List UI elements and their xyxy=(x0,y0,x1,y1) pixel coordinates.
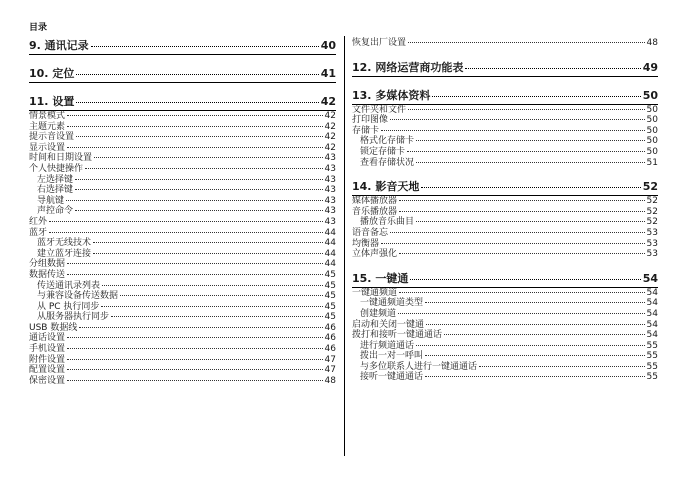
toc-entry[interactable] xyxy=(29,164,336,175)
toc-page-number: 42 xyxy=(324,142,336,153)
toc-entry[interactable] xyxy=(352,196,658,207)
dot-leader xyxy=(67,348,323,349)
dot-leader xyxy=(444,334,645,335)
toc-entry-label: 存储卡 xyxy=(352,125,380,136)
toc-entry[interactable] xyxy=(352,158,658,169)
toc-page-number: 44 xyxy=(324,227,336,238)
toc-page-number: 44 xyxy=(324,248,336,259)
toc-page-number: 41 xyxy=(320,67,336,80)
toc-page-number: 43 xyxy=(324,153,336,164)
dot-leader xyxy=(399,211,645,212)
dot-leader xyxy=(416,221,645,222)
dot-leader xyxy=(67,369,323,370)
toc-entry-label: 提示音设置 xyxy=(29,132,75,143)
dot-leader xyxy=(75,189,323,190)
toc-page-number: 48 xyxy=(646,38,658,48)
toc-entry-label: 时间和日期设置 xyxy=(29,153,93,164)
dot-leader xyxy=(425,302,645,303)
toc-entry-label: 从 PC 执行同步 xyxy=(37,301,100,312)
toc-entry-label: 拨打和接听一键通通话 xyxy=(352,330,443,341)
toc-entry[interactable] xyxy=(352,147,658,158)
toc-right-column xyxy=(352,38,658,383)
toc-page-number: 54 xyxy=(646,298,658,309)
toc-chapter-entry[interactable] xyxy=(29,94,336,111)
dot-leader xyxy=(76,136,323,137)
toc-entry[interactable] xyxy=(29,281,336,292)
toc-page-number: 45 xyxy=(324,301,336,312)
section-gap xyxy=(352,49,658,60)
toc-entry-label: 与兼容设备传送数据 xyxy=(37,291,119,302)
toc-entry[interactable] xyxy=(29,185,336,196)
dot-leader xyxy=(432,96,640,97)
toc-entry[interactable] xyxy=(29,249,336,260)
toc-page-number: 47 xyxy=(324,354,336,365)
section-gap xyxy=(352,168,658,179)
toc-entry-label: 均衡器 xyxy=(352,238,380,249)
toc-entry-label: 手机设置 xyxy=(29,344,66,355)
toc-entry-label: 导航键 xyxy=(37,195,65,206)
toc-entry[interactable] xyxy=(29,217,336,228)
toc-entry-label: 蓝牙无线技术 xyxy=(37,238,92,249)
dot-leader xyxy=(416,140,645,141)
toc-entry-label: 文件夹和文件 xyxy=(352,104,407,115)
toc-page-number: 54 xyxy=(646,330,658,341)
dot-leader xyxy=(425,355,645,356)
dot-leader xyxy=(93,242,323,243)
toc-page-number: 42 xyxy=(320,95,336,108)
toc-entry[interactable] xyxy=(352,288,658,299)
toc-entry[interactable] xyxy=(29,312,336,323)
toc-page-number: 54 xyxy=(646,308,658,319)
toc-entry-label: USB 数据线 xyxy=(29,322,78,333)
dot-leader xyxy=(75,210,323,211)
dot-leader xyxy=(390,119,645,120)
toc-chapter-entry[interactable] xyxy=(29,66,336,83)
toc-entry-label: 蓝牙 xyxy=(29,227,48,238)
toc-entry-label: 右选择键 xyxy=(37,185,74,196)
toc-entry-label: 格式化存储卡 xyxy=(360,136,415,147)
dot-leader xyxy=(85,168,323,169)
toc-entry-label: 立体声强化 xyxy=(352,249,398,260)
toc-entry[interactable] xyxy=(29,153,336,164)
toc-entry-label: 主题元素 xyxy=(29,121,66,132)
toc-entry-label: 一键通频道 xyxy=(352,287,398,298)
dot-leader xyxy=(426,324,645,325)
toc-page-number: 53 xyxy=(646,227,658,238)
toc-page-number: 54 xyxy=(642,271,658,285)
toc-page-number: 43 xyxy=(324,195,336,206)
toc-chapter-entry[interactable] xyxy=(352,179,658,196)
dot-leader xyxy=(67,380,323,381)
toc-entry[interactable] xyxy=(29,365,336,376)
toc-page-number: 43 xyxy=(324,216,336,227)
toc-page-number: 42 xyxy=(324,121,336,132)
toc-entry-label: 声控命令 xyxy=(37,206,74,217)
dot-leader xyxy=(76,102,318,103)
toc-page-number: 43 xyxy=(324,185,336,196)
toc-chapter-entry[interactable] xyxy=(29,38,336,55)
toc-entry-label: 语音备忘 xyxy=(352,227,389,238)
toc-entry-label: 红外 xyxy=(29,216,48,227)
toc-page-number: 44 xyxy=(324,238,336,249)
toc-entry-label: 10. 定位 xyxy=(29,67,75,80)
dot-leader xyxy=(67,337,323,338)
dot-leader xyxy=(67,126,323,127)
toc-entry-label: 显示设置 xyxy=(29,142,66,153)
toc-page-number: 40 xyxy=(320,39,336,52)
toc-entry[interactable] xyxy=(29,238,336,249)
dot-leader xyxy=(465,68,640,69)
toc-entry-label: 媒体播放器 xyxy=(352,196,398,207)
toc-entry[interactable] xyxy=(352,105,658,116)
dot-leader xyxy=(101,306,322,307)
toc-page-number: 45 xyxy=(324,280,336,291)
toc-entry-label: 9. 通讯记录 xyxy=(29,39,89,52)
toc-entry-label: 左选择键 xyxy=(37,174,74,185)
dot-leader xyxy=(408,42,645,43)
toc-page-number: 50 xyxy=(646,104,658,115)
dot-leader xyxy=(102,285,323,286)
toc-entry[interactable] xyxy=(29,323,336,334)
toc-page-number: 45 xyxy=(324,269,336,280)
toc-entry[interactable] xyxy=(352,320,658,331)
toc-page-number: 54 xyxy=(646,287,658,298)
dot-leader xyxy=(398,313,645,314)
dot-leader xyxy=(416,162,645,163)
toc-page-number: 42 xyxy=(324,111,336,121)
toc-entry[interactable] xyxy=(29,175,336,186)
toc-left-column xyxy=(29,38,336,386)
toc-entry[interactable] xyxy=(29,355,336,366)
toc-entry[interactable] xyxy=(29,344,336,355)
dot-leader xyxy=(111,316,323,317)
toc-page-number: 55 xyxy=(646,361,658,372)
toc-page-number: 55 xyxy=(646,351,658,362)
toc-entry[interactable] xyxy=(352,217,658,228)
toc-chapter-entry[interactable] xyxy=(352,88,658,105)
toc-entry[interactable] xyxy=(352,330,658,341)
toc-entry[interactable] xyxy=(352,136,658,147)
toc-page-number: 48 xyxy=(324,375,336,386)
toc-entry-label: 恢复出厂设置 xyxy=(352,38,407,48)
toc-entry-label: 查看存储状况 xyxy=(360,157,415,168)
toc-page-number: 55 xyxy=(646,372,658,383)
toc-entry-label: 从服务器执行同步 xyxy=(37,312,110,323)
dot-leader xyxy=(67,115,323,116)
toc-page-number: 46 xyxy=(324,333,336,344)
toc-page-number: 50 xyxy=(642,88,658,102)
toc-entry[interactable] xyxy=(352,298,658,309)
toc-page-number: 52 xyxy=(642,180,658,194)
toc-page-number: 50 xyxy=(646,125,658,136)
toc-page-number: 52 xyxy=(646,217,658,228)
toc-entry-label: 配置设置 xyxy=(29,365,66,376)
toc-page-number: 45 xyxy=(324,291,336,302)
toc-entry-label: 创建频道 xyxy=(360,308,397,319)
section-gap xyxy=(352,77,658,88)
section-gap xyxy=(352,260,658,271)
dot-leader xyxy=(67,147,323,148)
dot-leader xyxy=(91,46,319,47)
dot-leader xyxy=(421,187,640,188)
toc-entry-label: 播放音乐曲目 xyxy=(360,217,415,228)
toc-entry[interactable] xyxy=(352,341,658,352)
toc-page-number: 50 xyxy=(646,115,658,126)
toc-entry-label: 12. 网络运营商功能表 xyxy=(352,60,464,74)
toc-entry[interactable] xyxy=(352,309,658,320)
toc-entry-label: 接听一键通通话 xyxy=(360,372,424,383)
toc-entry[interactable] xyxy=(29,291,336,302)
toc-entry-label: 建立蓝牙连接 xyxy=(37,248,92,259)
dot-leader xyxy=(399,200,645,201)
dot-leader xyxy=(479,366,645,367)
toc-page-number: 47 xyxy=(324,365,336,376)
dot-leader xyxy=(425,376,645,377)
toc-entry-label: 与多位联系人进行一键通通话 xyxy=(360,361,478,372)
dot-leader xyxy=(390,232,645,233)
toc-entry[interactable] xyxy=(29,270,336,281)
toc-entry-label: 情景模式 xyxy=(29,111,66,121)
dot-leader xyxy=(408,109,645,110)
toc-entry-label: 传送通讯录列表 xyxy=(37,280,101,291)
toc-entry-label: 14. 影音天地 xyxy=(352,180,420,194)
dot-leader xyxy=(79,327,322,328)
toc-page-number: 49 xyxy=(642,60,658,74)
dot-leader xyxy=(66,200,323,201)
toc-entry[interactable] xyxy=(352,228,658,239)
toc-entry[interactable] xyxy=(29,111,336,122)
dot-leader xyxy=(381,130,645,131)
toc-page-number: 42 xyxy=(324,132,336,143)
toc-entry[interactable] xyxy=(352,239,658,250)
toc-page-number: 50 xyxy=(646,136,658,147)
toc-entry-label: 通话设置 xyxy=(29,333,66,344)
dot-leader xyxy=(76,74,318,75)
dot-leader xyxy=(120,295,323,296)
toc-entry-label: 拨出一对一呼叫 xyxy=(360,351,424,362)
toc-page-number: 43 xyxy=(324,206,336,217)
toc-entry-label: 启动和关闭一键通 xyxy=(352,319,425,330)
toc-entry[interactable] xyxy=(29,333,336,344)
dot-leader xyxy=(49,221,323,222)
toc-page-number: 54 xyxy=(646,319,658,330)
dot-leader xyxy=(399,292,645,293)
toc-page-number: 46 xyxy=(324,344,336,355)
column-divider xyxy=(344,36,345,456)
toc-page-number: 43 xyxy=(324,163,336,174)
dot-leader xyxy=(407,151,645,152)
toc-entry-label: 音乐播放器 xyxy=(352,206,398,217)
toc-page-number: 45 xyxy=(324,312,336,323)
toc-page-number: 53 xyxy=(646,249,658,260)
toc-page-number: 50 xyxy=(646,146,658,157)
toc-entry[interactable] xyxy=(352,207,658,218)
toc-entry-label: 进行频道通话 xyxy=(360,340,415,351)
toc-page-number: 51 xyxy=(646,157,658,168)
toc-entry[interactable] xyxy=(29,143,336,154)
toc-entry-label: 11. 设置 xyxy=(29,95,75,108)
toc-entry[interactable] xyxy=(352,126,658,137)
dot-leader xyxy=(67,274,323,275)
toc-entry[interactable] xyxy=(29,376,336,387)
section-gap xyxy=(29,55,336,66)
toc-entry[interactable] xyxy=(29,228,336,239)
page-header-title: 目录 xyxy=(29,23,48,33)
dot-leader xyxy=(94,157,323,158)
toc-entry-label: 分组数据 xyxy=(29,259,66,270)
toc-entry[interactable] xyxy=(352,115,658,126)
toc-entry[interactable] xyxy=(29,206,336,217)
toc-entry[interactable] xyxy=(29,122,336,133)
toc-page-number: 44 xyxy=(324,259,336,270)
toc-entry-label: 附件设置 xyxy=(29,354,66,365)
toc-entry[interactable] xyxy=(29,259,336,270)
toc-entry-label: 个人快捷操作 xyxy=(29,163,84,174)
dot-leader xyxy=(75,179,323,180)
toc-page-number: 55 xyxy=(646,340,658,351)
toc-entry-label: 打印图像 xyxy=(352,115,389,126)
dot-leader xyxy=(381,243,645,244)
toc-entry[interactable] xyxy=(352,249,658,260)
toc-entry[interactable] xyxy=(29,302,336,313)
toc-entry-label: 保密设置 xyxy=(29,375,66,386)
toc-page-number: 43 xyxy=(324,174,336,185)
toc-page-number: 53 xyxy=(646,238,658,249)
toc-page-number: 46 xyxy=(324,322,336,333)
toc-entry[interactable] xyxy=(352,351,658,362)
toc-chapter-entry[interactable] xyxy=(352,60,658,77)
toc-entry[interactable] xyxy=(29,196,336,207)
toc-entry[interactable] xyxy=(352,372,658,383)
toc-entry-label: 一键通频道类型 xyxy=(360,298,424,309)
toc-chapter-entry[interactable] xyxy=(352,271,658,288)
toc-entry-label: 15. 一键通 xyxy=(352,271,409,285)
toc-entry-label: 锁定存储卡 xyxy=(360,146,406,157)
toc-page-number: 52 xyxy=(646,206,658,217)
dot-leader xyxy=(93,253,323,254)
toc-page-number: 52 xyxy=(646,196,658,207)
section-gap xyxy=(29,83,336,94)
toc-entry-label: 13. 多媒体资料 xyxy=(352,88,431,102)
dot-leader xyxy=(416,345,645,346)
dot-leader xyxy=(67,359,323,360)
dot-leader xyxy=(67,263,323,264)
toc-entry[interactable] xyxy=(352,362,658,373)
toc-entry[interactable] xyxy=(29,132,336,143)
dot-leader xyxy=(399,253,645,254)
dot-leader xyxy=(49,232,323,233)
dot-leader xyxy=(410,279,640,280)
toc-entry-label: 数据传送 xyxy=(29,269,66,280)
toc-entry[interactable] xyxy=(352,38,658,49)
